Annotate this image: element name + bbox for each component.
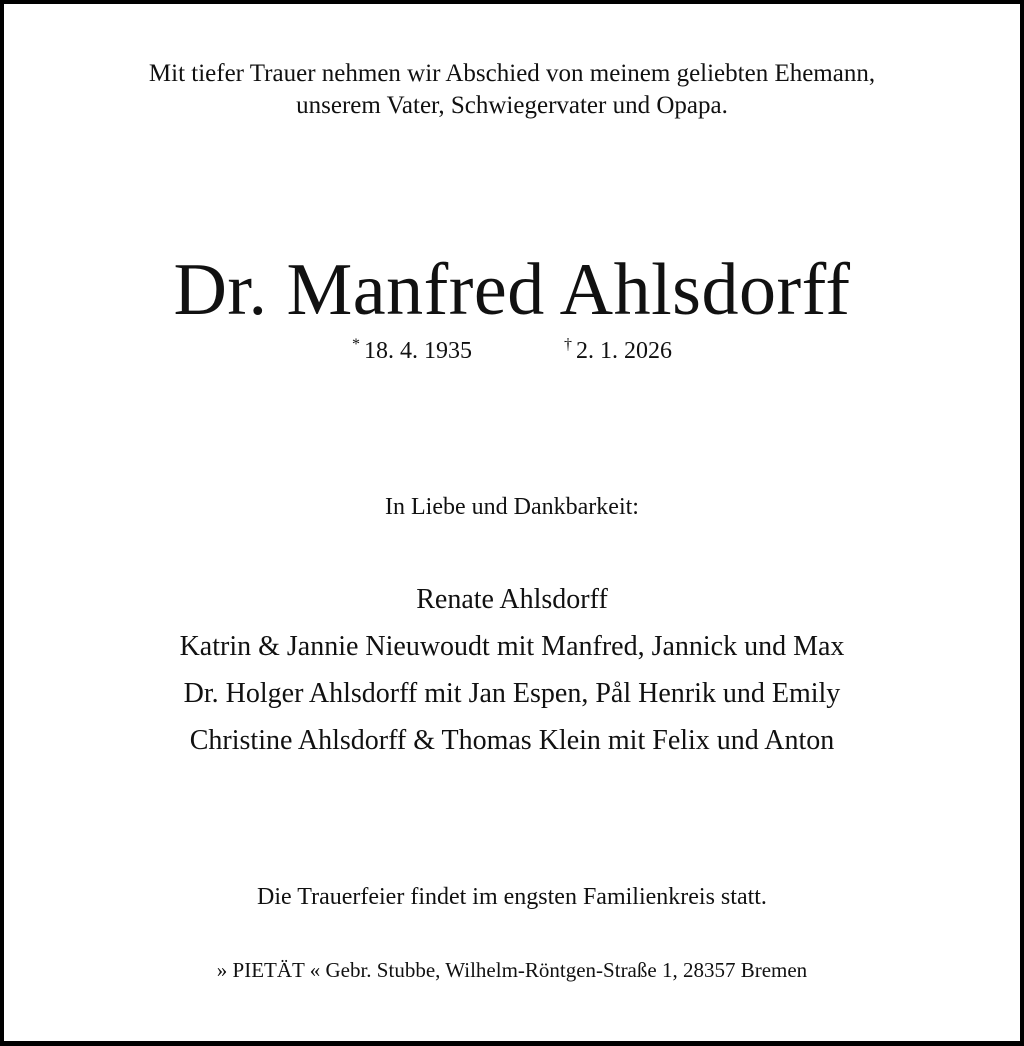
intro-line-2: unserem Vater, Schwiegervater und Opapa. xyxy=(296,92,728,119)
family-member: Renate Ahlsdorff xyxy=(416,584,608,615)
intro-line-1: Mit tiefer Trauer nehmen wir Abschied von meinem geliebten Ehemann, xyxy=(148,60,876,87)
family-member: Katrin & Jannie Nieuwoudt mit Manfred, Jannick und Max xyxy=(179,631,845,662)
thanks-heading: In Liebe und Dankbarkeit: xyxy=(385,494,639,520)
family-member: Christine Ahlsdorff & Thomas Klein mit Felix und Anton xyxy=(189,725,835,756)
life-dates xyxy=(0,338,1024,365)
family-member: Dr. Holger Ahlsdorff mit Jan Espen, Pål Henrik und Emily xyxy=(183,678,841,709)
funeral-home: » PIETÄT « Gebr. Stubbe, Wilhelm-Röntgen-Straße 1, 28357 Bremen xyxy=(216,958,808,982)
birth-star-icon: * xyxy=(352,336,360,353)
birth-date: * 18. 4. 1935 xyxy=(352,336,472,364)
death-date: † 2. 1. 2026 xyxy=(564,336,672,364)
ceremony-note: Die Trauerfeier findet im engsten Familienkreis statt. xyxy=(257,884,767,910)
deceased-name: Dr. Manfred Ahlsdorff xyxy=(173,249,851,331)
death-cross-icon: † xyxy=(564,336,572,353)
